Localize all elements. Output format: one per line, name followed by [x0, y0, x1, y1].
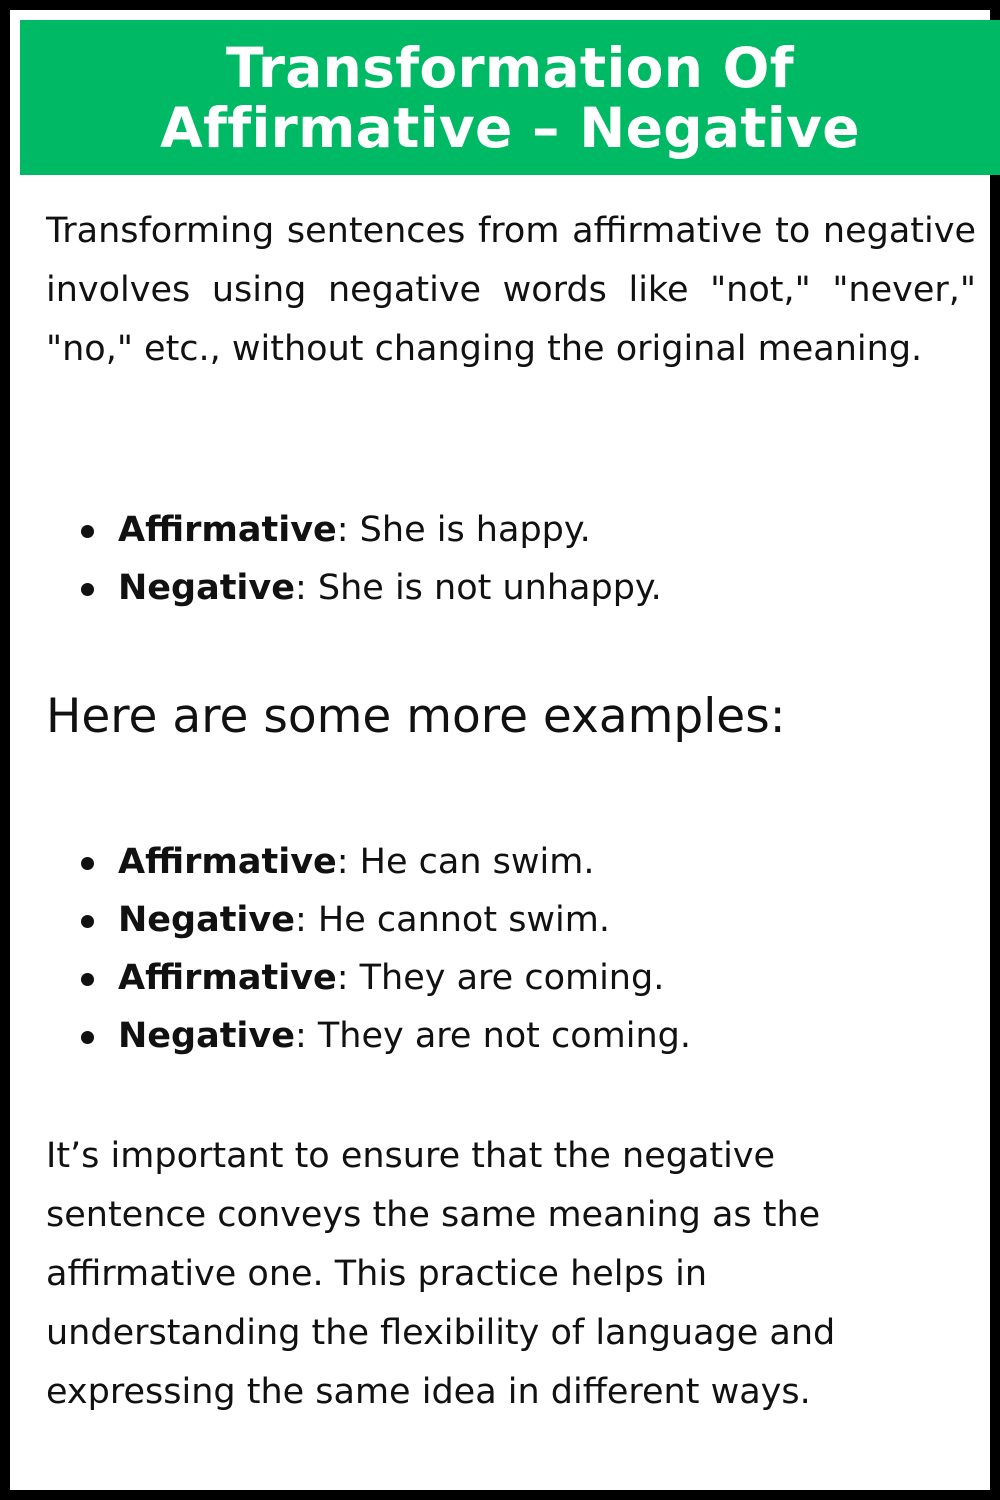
- example-term: Negative: [118, 568, 295, 608]
- example-text: : They are coming.: [336, 958, 665, 998]
- closing-line: It’s important to ensure that the negative: [46, 1136, 776, 1176]
- bullet-icon: [81, 1031, 94, 1044]
- page-title-line-1: Transformation Of: [226, 35, 794, 100]
- list-item: [70, 949, 970, 1007]
- example-term: Affirmative: [118, 842, 337, 882]
- list-item: [70, 501, 970, 559]
- intro-paragraph: Transforming sentences from affirmative to negative involves using negative words like "not," "never," "no," etc., without changing the original meaning.: [46, 211, 976, 369]
- bullet-icon: [81, 525, 94, 538]
- closing-paragraph: [46, 1127, 986, 1422]
- example-term: Affirmative: [118, 958, 337, 998]
- closing-line: sentence conveys the same meaning as the: [46, 1195, 821, 1235]
- example-term: Negative: [118, 900, 295, 940]
- bullet-icon: [81, 915, 94, 928]
- list-item: [70, 891, 970, 949]
- closing-line: understanding the flexibility of language and: [46, 1313, 836, 1353]
- list-item: [70, 833, 970, 891]
- example-list-2: [70, 833, 970, 1065]
- list-item: [70, 1007, 970, 1065]
- example-text: : She is not unhappy.: [294, 568, 662, 608]
- page-title-line-2: Affirmative – Negative: [160, 95, 860, 160]
- example-term: Affirmative: [118, 510, 337, 550]
- bullet-icon: [81, 973, 94, 986]
- example-term: Negative: [118, 1016, 295, 1056]
- section-heading: Here are some more examples:: [46, 689, 786, 744]
- list-item: [70, 559, 970, 617]
- bullet-icon: [81, 857, 94, 870]
- example-text: : She is happy.: [336, 510, 591, 550]
- closing-line: affirmative one. This practice helps in: [46, 1254, 708, 1294]
- example-text: : He can swim.: [336, 842, 595, 882]
- example-text: : They are not coming.: [294, 1016, 692, 1056]
- example-text: : He cannot swim.: [294, 900, 611, 940]
- example-list-1: [70, 501, 970, 617]
- closing-line: expressing the same idea in different ways.: [46, 1372, 811, 1412]
- title-banner: [20, 20, 1000, 175]
- bullet-icon: [81, 583, 94, 596]
